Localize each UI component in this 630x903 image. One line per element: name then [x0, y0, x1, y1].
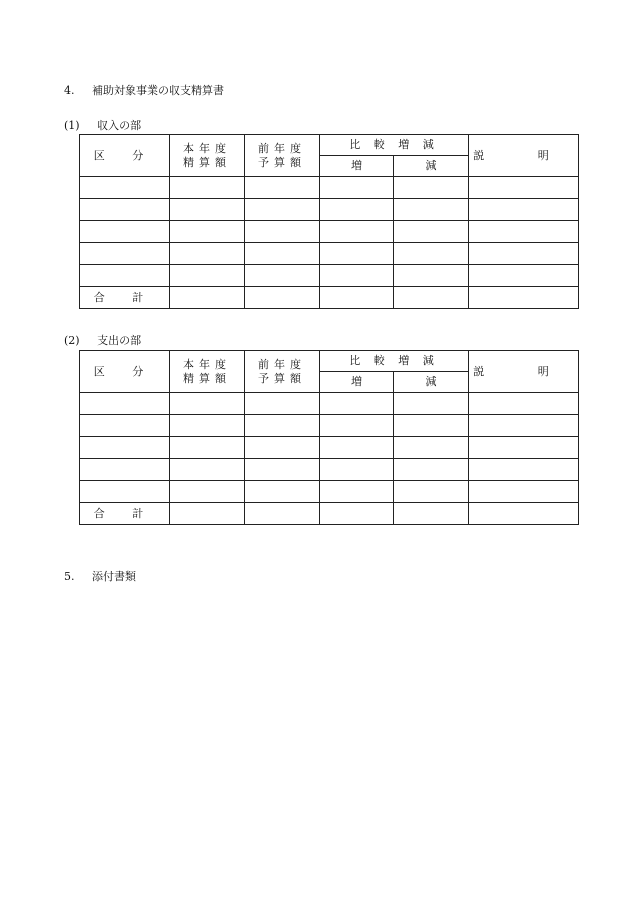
table-row: [80, 481, 579, 503]
table-row: [80, 265, 579, 287]
income-total-row: [80, 287, 579, 309]
table-row: [80, 177, 579, 199]
table-row: [80, 437, 579, 459]
section-4-title: 補助対象事業の収支精算書: [92, 84, 224, 97]
expense-header-explanation: 説 明: [469, 351, 579, 393]
expense-header-category: 区 分: [80, 351, 170, 393]
expense-title: 支出の部: [97, 334, 142, 347]
expense-header-increase: 増: [320, 372, 394, 393]
expense-total-label: 合 計: [80, 503, 170, 525]
expense-header-comparison: 比 較 増 減: [320, 351, 469, 372]
expense-table: [79, 350, 579, 525]
income-header-previous: 前年度 予算額: [245, 135, 320, 177]
expense-header-current: 本年度 精算額: [170, 351, 245, 393]
table-row: [80, 415, 579, 437]
income-header-decrease: 減: [394, 156, 469, 177]
table-row: [80, 393, 579, 415]
section-5-number: 5.: [64, 570, 75, 583]
income-title: 収入の部: [97, 119, 142, 132]
income-table: [79, 134, 579, 309]
section-5-heading: [64, 570, 136, 584]
income-header-explanation: 説 明: [469, 135, 579, 177]
table-row: [80, 243, 579, 265]
expense-header-previous: 前年度 予算額: [245, 351, 320, 393]
table-row: [80, 459, 579, 481]
income-subheading: [64, 119, 141, 133]
section-5-title: 添付書類: [92, 570, 136, 583]
section-4-number: 4.: [64, 84, 75, 97]
expense-header-decrease: 減: [394, 372, 469, 393]
income-header-increase: 増: [320, 156, 394, 177]
section-4-heading: [64, 84, 224, 98]
income-total-label: 合 計: [80, 287, 170, 309]
expense-subheading: [64, 334, 141, 348]
income-header-current: 本年度 精算額: [170, 135, 245, 177]
income-number: (1): [64, 119, 80, 132]
table-row: [80, 221, 579, 243]
expense-number: (2): [64, 334, 80, 347]
income-header-category: 区 分: [80, 135, 170, 177]
expense-total-row: [80, 503, 579, 525]
table-row: [80, 199, 579, 221]
income-header-comparison: 比 較 増 減: [320, 135, 469, 156]
